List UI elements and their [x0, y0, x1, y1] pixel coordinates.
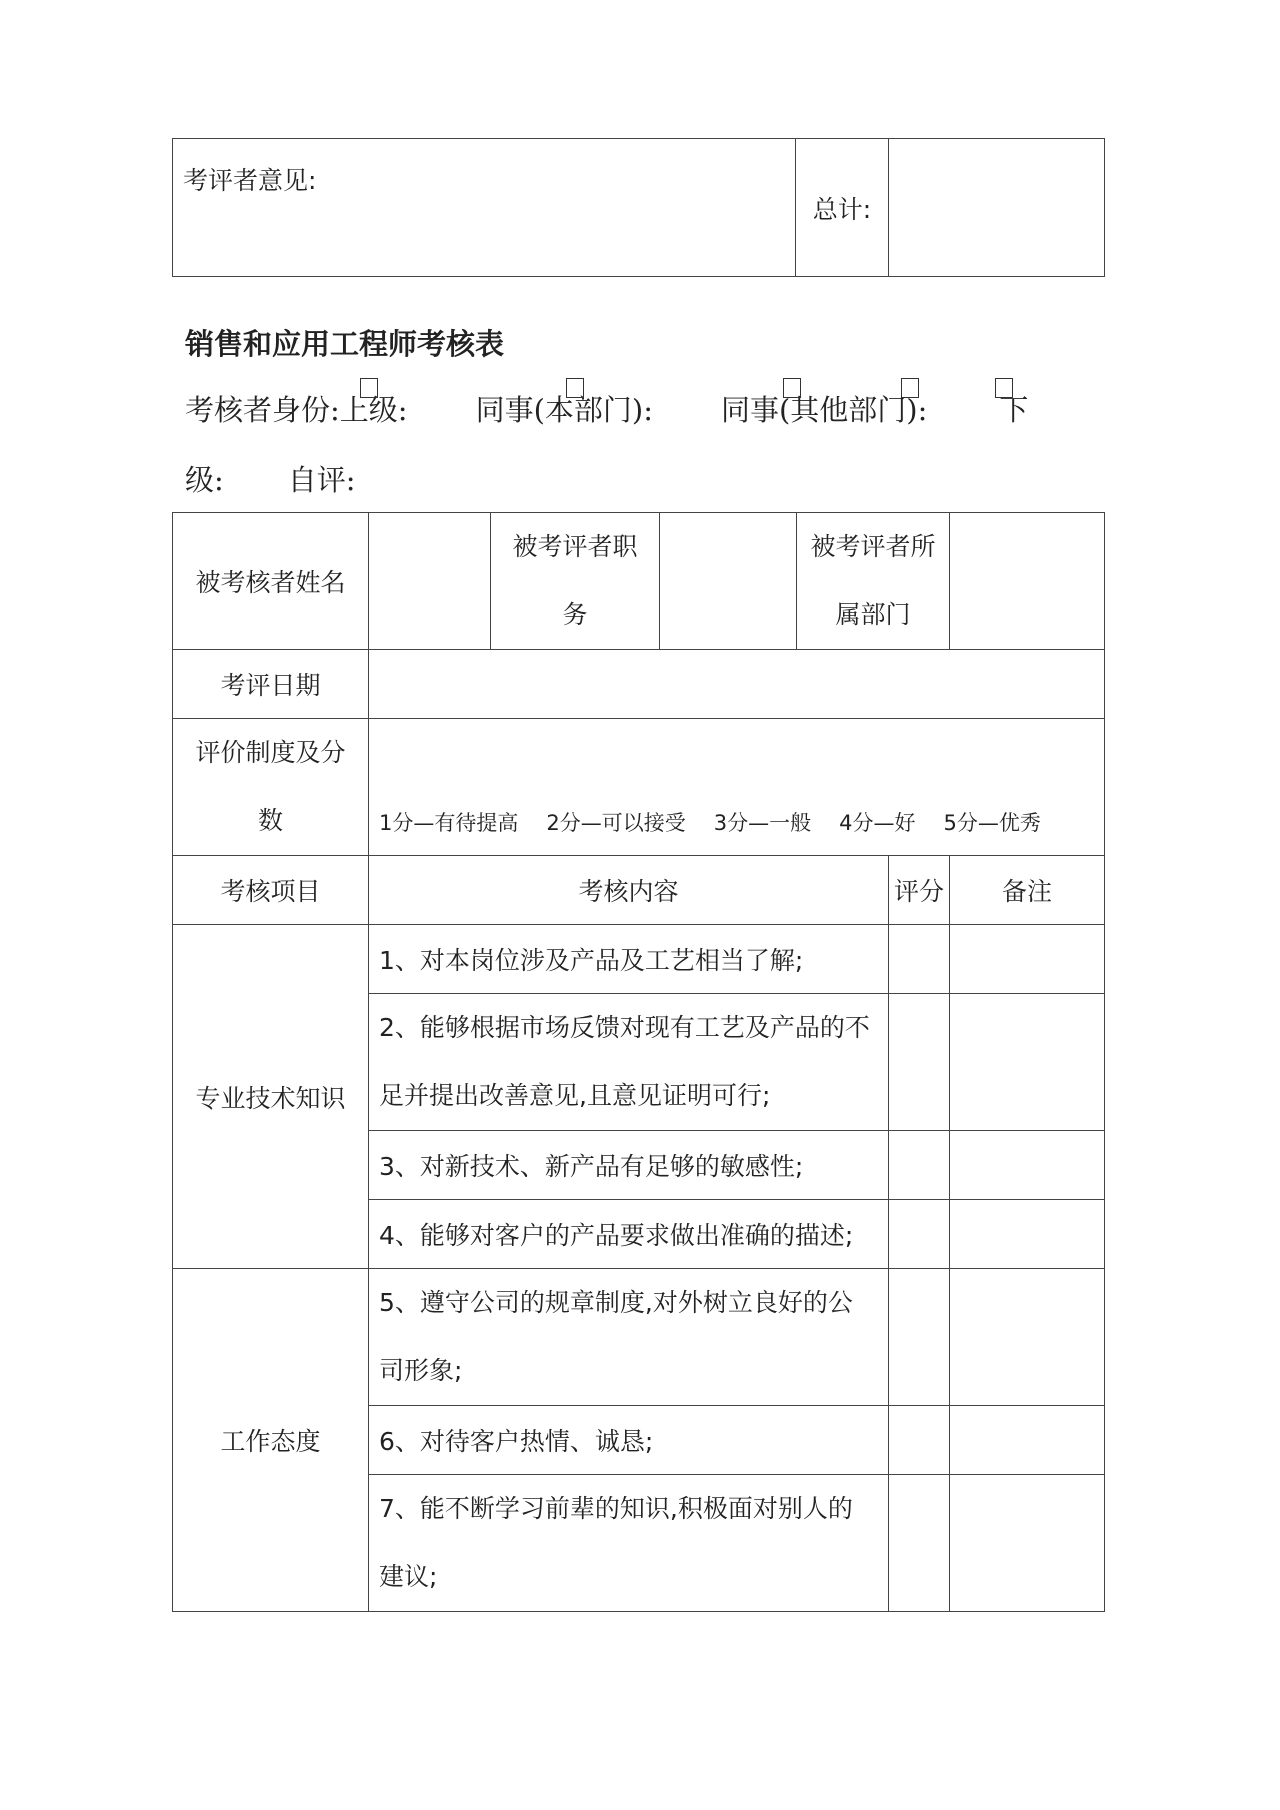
checkbox-subordinate[interactable]	[995, 378, 1013, 398]
department-label: 被考评者所 属部门	[797, 513, 950, 650]
criterion-5: 5、遵守公司的规章制度,对外树立良好的公 司形象;	[369, 1269, 889, 1406]
note-1[interactable]	[950, 925, 1105, 994]
option-subordinate-cont: 级:	[185, 463, 224, 497]
scale-5: 5分—优秀	[943, 811, 1041, 835]
scale-2: 2分—可以接受	[546, 811, 686, 835]
total-label-cell	[796, 139, 889, 277]
scale-4: 4分—好	[839, 811, 916, 835]
criterion-3: 3、对新技术、新产品有足够的敏感性;	[369, 1131, 889, 1200]
criterion-6: 6、对待客户热情、诚恳;	[369, 1406, 889, 1475]
group-work-attitude: 工作态度	[173, 1269, 369, 1612]
note-5[interactable]	[950, 1269, 1105, 1406]
score-2[interactable]	[889, 994, 950, 1131]
employee-name-label: 被考核者姓名	[173, 513, 369, 650]
header-content: 考核内容	[369, 856, 889, 925]
option-colleague-other-dept[interactable]: 同事(其他部门):	[721, 388, 927, 429]
department-value[interactable]	[950, 513, 1105, 650]
header-note: 备注	[950, 856, 1105, 925]
score-3[interactable]	[889, 1131, 950, 1200]
total-value-cell[interactable]	[889, 139, 1105, 277]
form-title: 销售和应用工程师考核表	[185, 327, 505, 361]
score-1[interactable]	[889, 925, 950, 994]
employee-name-value[interactable]	[369, 513, 491, 650]
criterion-1: 1、对本岗位涉及产品及工艺相当了解;	[369, 925, 889, 994]
evaluation-table	[172, 512, 1105, 1612]
option-self-review[interactable]: 自评:	[287, 463, 356, 497]
criterion-2: 2、能够根据市场反馈对现有工艺及产品的不 足并提出改善意见,且意见证明可行;	[369, 994, 889, 1131]
note-4[interactable]	[950, 1200, 1105, 1269]
checkbox-colleague-other-dept-2[interactable]	[901, 378, 919, 398]
checkbox-colleague-other-dept[interactable]	[783, 378, 801, 398]
checkbox-superior[interactable]	[360, 378, 378, 398]
option-superior[interactable]: 上级:	[340, 388, 408, 429]
score-6[interactable]	[889, 1406, 950, 1475]
criterion-7: 7、能不断学习前辈的知识,积极面对别人的 建议;	[369, 1475, 889, 1612]
scale-3: 3分—一般	[713, 811, 812, 835]
reviewer-opinion-label: 考评者意见:	[183, 166, 317, 195]
option-colleague-same-dept[interactable]: 同事(本部门):	[476, 388, 653, 429]
header-score: 评分	[889, 856, 950, 925]
reviewer-opinion-cell[interactable]	[173, 139, 796, 277]
header-item: 考核项目	[173, 856, 369, 925]
scoring-label: 评价制度及分 数	[173, 719, 369, 856]
checkbox-colleague-same-dept[interactable]	[566, 378, 584, 398]
total-label: 总计:	[812, 194, 872, 224]
score-7[interactable]	[889, 1475, 950, 1612]
note-6[interactable]	[950, 1406, 1105, 1475]
criterion-4: 4、能够对客户的产品要求做出准确的描述;	[369, 1200, 889, 1269]
scale-1: 1分—有待提高	[379, 811, 519, 835]
position-value[interactable]	[660, 513, 797, 650]
review-date-label: 考评日期	[173, 650, 369, 719]
score-5[interactable]	[889, 1269, 950, 1406]
option-subordinate[interactable]: 下	[999, 388, 1028, 429]
scoring-scale	[369, 719, 1105, 856]
position-label: 被考评者职 务	[491, 513, 660, 650]
score-4[interactable]	[889, 1200, 950, 1269]
review-date-value[interactable]	[369, 650, 1105, 719]
reviewer-opinion-table	[172, 138, 1105, 277]
note-3[interactable]	[950, 1131, 1105, 1200]
note-7[interactable]	[950, 1475, 1105, 1612]
group-professional-knowledge: 专业技术知识	[173, 925, 369, 1269]
reviewer-identity-line-2	[185, 458, 356, 499]
identity-prefix: 考核者身份:	[185, 393, 340, 427]
note-2[interactable]	[950, 994, 1105, 1131]
reviewer-identity-line	[185, 388, 1028, 429]
